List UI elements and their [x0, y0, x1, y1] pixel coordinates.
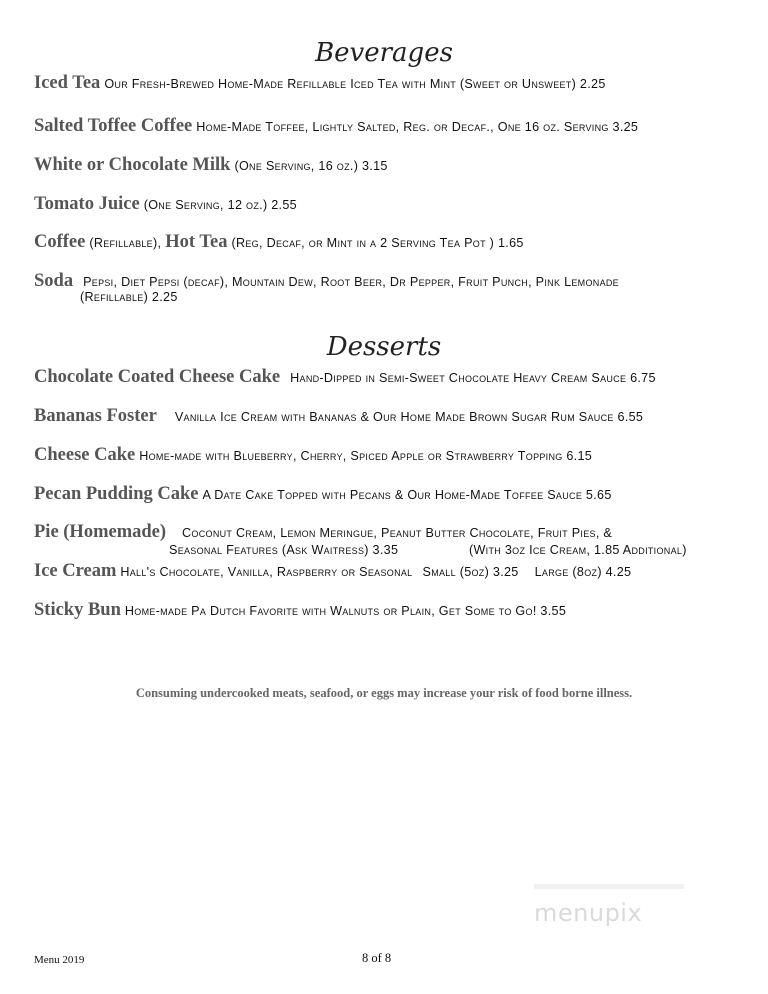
item-name: Iced Tea	[34, 73, 101, 93]
item-desc: Home-made Pa Dutch Favorite with Walnuts or Plain, Get Some to Go! 3.55	[124, 604, 567, 618]
footer-left: Menu 2019	[34, 954, 85, 966]
item-desc: Hall's Chocolate, Vanilla, Raspberry or Seasonal	[120, 565, 413, 579]
item-desc: (One Serving, 12 oz.) 2.55	[143, 198, 297, 212]
menu-item-chocolate-cheese-cake	[34, 367, 758, 388]
beverages-title: Beverages	[315, 38, 453, 68]
item-desc-large: Large (8oz) 4.25	[534, 565, 632, 579]
menu-item-milk	[34, 155, 758, 176]
menu-item-salted-toffee-coffee	[34, 116, 758, 137]
page-number: 8 of 8	[362, 951, 392, 965]
menu-item-tomato-juice	[34, 194, 758, 215]
item-name: Pie (Homemade)	[34, 522, 167, 542]
item-name: Tomato Juice	[34, 194, 140, 214]
item-desc: Coconut Cream, Lemon Meringue, Peanut Butter Chocolate, Fruit Pies, &	[182, 526, 613, 540]
soda-desc-line2: (Refillable) 2.25	[80, 290, 178, 304]
item-name: Bananas Foster	[34, 406, 157, 426]
item-name: Coffee	[34, 232, 86, 252]
menupix-watermark: menupix	[534, 899, 643, 927]
item-name-2: Hot Tea	[165, 232, 228, 252]
menu-item-coffee-hot-tea	[34, 232, 758, 253]
item-desc: Home-made with Blueberry, Cherry, Spiced Apple or Strawberry Topping 6.15	[139, 449, 593, 463]
item-desc: Pepsi, Diet Pepsi (decaf), Mountain Dew, Root Beer, Dr Pepper, Fruit Punch, Pink Lemonade	[83, 275, 619, 289]
item-desc-small: Small (5oz) 3.25	[422, 565, 519, 579]
menu-item-bananas-foster	[34, 406, 758, 427]
menu-item-iced-tea	[34, 73, 758, 94]
item-name: Salted Toffee Coffee	[34, 116, 193, 136]
item-name: White or Chocolate Milk	[34, 155, 231, 175]
item-desc: Hand-Dipped in Semi-Sweet Chocolate Heavy Cream Sauce 6.75	[290, 371, 656, 385]
menu-item-sticky-bun	[34, 600, 758, 621]
menu-item-ice-cream	[34, 561, 758, 582]
item-name: Sticky Bun	[34, 600, 121, 620]
item-name: Soda	[34, 271, 74, 291]
item-desc: Vanilla Ice Cream with Bananas & Our Home Made Brown Sugar Rum Sauce 6.55	[174, 410, 644, 424]
item-desc: (One Serving, 16 oz.) 3.15	[234, 159, 388, 173]
food-safety-note: Consuming undercooked meats, seafood, or eggs may increase your risk of food borne illness.	[135, 686, 633, 700]
pie-desc-line2a: Seasonal Features (Ask Waitress) 3.35	[169, 543, 399, 557]
item-desc: (Refillable),	[89, 236, 162, 250]
menu-item-pie	[34, 522, 758, 543]
item-desc-2: (Reg, Decaf, or Mint in a 2 Serving Tea Pot ) 1.65	[231, 236, 524, 250]
pie-desc-line2b: (With 3oz Ice Cream, 1.85 Additional)	[469, 543, 687, 557]
item-name: Ice Cream	[34, 561, 117, 581]
menu-item-pecan-pudding-cake	[34, 484, 758, 505]
item-desc: Our Fresh-Brewed Home-Made Refillable Iced Tea with Mint (Sweet or Unsweet) 2.25	[104, 77, 606, 91]
menu-item-soda	[34, 271, 758, 292]
item-desc: Home-Made Toffee, Lightly Salted, Reg. or Decaf., One 16 oz. Serving 3.25	[196, 120, 639, 134]
item-name: Cheese Cake	[34, 445, 136, 465]
item-name: Chocolate Coated Cheese Cake	[34, 367, 281, 387]
watermark-strip	[534, 884, 684, 889]
menu-item-cheese-cake	[34, 445, 758, 466]
item-desc: A Date Cake Topped with Pecans & Our Home-Made Toffee Sauce 5.65	[202, 488, 612, 502]
desserts-title: Desserts	[326, 332, 442, 362]
item-name: Pecan Pudding Cake	[34, 484, 199, 504]
